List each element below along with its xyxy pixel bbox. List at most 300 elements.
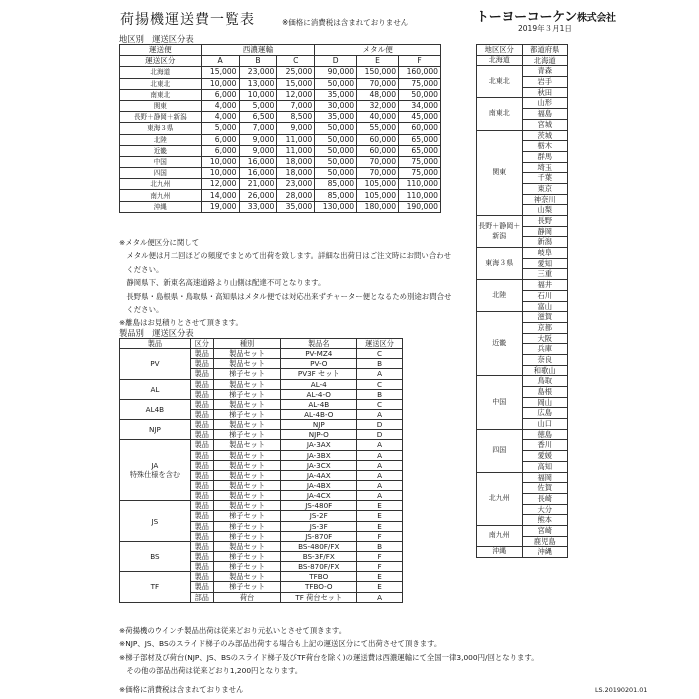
prefecture: 和歌山 bbox=[522, 365, 568, 376]
region-group: 北陸 bbox=[477, 280, 523, 312]
prefecture: 愛知 bbox=[522, 258, 568, 269]
product-name: JS-3F bbox=[281, 521, 357, 531]
column-header: 種別 bbox=[213, 339, 281, 349]
category: 製品 bbox=[190, 369, 213, 379]
rate-value: 50,000 bbox=[315, 123, 357, 134]
product-group bbox=[120, 420, 191, 440]
company-suffix: 株式会社 bbox=[576, 13, 616, 24]
category: 製品 bbox=[190, 531, 213, 541]
table-row bbox=[120, 190, 441, 201]
type: 製品セット bbox=[213, 541, 281, 551]
note-line: ※メタル便区分に関して bbox=[119, 238, 200, 247]
shipping-class: A bbox=[357, 369, 403, 379]
column-header: 都道府県 bbox=[522, 45, 568, 56]
rate-value: 34,000 bbox=[399, 100, 441, 111]
rate-value: 50,000 bbox=[315, 168, 357, 179]
rate-value: 23,000 bbox=[239, 67, 277, 78]
note-line: ください。 bbox=[119, 305, 164, 315]
rate-value: 70,000 bbox=[357, 168, 399, 179]
product-name: JA-3BX bbox=[281, 450, 357, 460]
prefecture: 鳥取 bbox=[522, 376, 568, 387]
table-row bbox=[477, 280, 568, 291]
product-name: JA-3AX bbox=[281, 440, 357, 450]
prefecture: 山形 bbox=[522, 98, 568, 109]
product-group-sub: 特殊仕様を含む bbox=[129, 470, 181, 480]
prefecture: 福岡 bbox=[522, 472, 568, 483]
region-name: 沖縄 bbox=[120, 201, 202, 212]
table-row bbox=[120, 572, 403, 582]
shipping-class: E bbox=[357, 501, 403, 511]
type: 製品セット bbox=[213, 399, 281, 409]
region-name: 長野＋静岡＋新潟 bbox=[120, 112, 202, 123]
rate-value: 19,000 bbox=[201, 201, 239, 212]
category: 製品 bbox=[190, 562, 213, 572]
prefecture: 福井 bbox=[522, 280, 568, 291]
note-line: メタル便は月二回ほどの頻度でまとめて出荷を致します。詳細な出荷日はご注文時にお問い合わせ bbox=[119, 251, 451, 261]
rate-value: 4,000 bbox=[201, 112, 239, 123]
shipping-class: A bbox=[357, 470, 403, 480]
note-line: ください。 bbox=[119, 264, 164, 274]
rate-value: 6,500 bbox=[239, 112, 277, 123]
metal-notes bbox=[119, 236, 469, 330]
note-line: ※梯子部材及び荷台(NJP、JS、BSのスライド梯子及びTF荷台を除く)の運送費は西濃運輸にて全国一律3,000円/回となります。 bbox=[119, 652, 539, 662]
shipping-class: F bbox=[357, 562, 403, 572]
prefecture: 広島 bbox=[522, 408, 568, 419]
rate-value: 9,000 bbox=[277, 123, 315, 134]
company-name: トーヨーコーケン bbox=[476, 10, 577, 25]
prefecture: 福島 bbox=[522, 109, 568, 120]
category: 製品 bbox=[190, 430, 213, 440]
table-row bbox=[120, 440, 403, 450]
region-name: 南東北 bbox=[120, 89, 202, 100]
shipping-class: C bbox=[357, 349, 403, 359]
rate-value: 16,000 bbox=[239, 168, 277, 179]
category: 製品 bbox=[190, 460, 213, 470]
product-name: JS-2F bbox=[281, 511, 357, 521]
type: 梯子セット bbox=[213, 409, 281, 419]
product-name: JS-870F bbox=[281, 531, 357, 541]
rate-value: 18,000 bbox=[277, 168, 315, 179]
shipping-class: A bbox=[357, 409, 403, 419]
prefecture: 石川 bbox=[522, 290, 568, 301]
table-row bbox=[120, 145, 441, 156]
category: 製品 bbox=[190, 511, 213, 521]
product-name: BS-3F/FX bbox=[281, 551, 357, 561]
table-row bbox=[120, 379, 403, 389]
region-name: 四国 bbox=[120, 168, 202, 179]
table-row bbox=[120, 349, 403, 359]
region-name: 東海３県 bbox=[120, 123, 202, 134]
shipping-class: A bbox=[357, 440, 403, 450]
table-row bbox=[120, 134, 441, 145]
type: 梯子セット bbox=[213, 430, 281, 440]
rate-value: 9,000 bbox=[239, 145, 277, 156]
type: 梯子セット bbox=[213, 551, 281, 561]
region-group: 東海３県 bbox=[477, 248, 523, 280]
page-title: 荷揚機運送費一覧表 bbox=[120, 12, 255, 28]
table-row bbox=[477, 66, 568, 77]
region-group: 長野＋静岡＋新潟 bbox=[477, 216, 523, 248]
table-row bbox=[477, 55, 568, 66]
type: 製品セット bbox=[213, 349, 281, 359]
product-group bbox=[120, 379, 191, 399]
prefecture: 静岡 bbox=[522, 226, 568, 237]
product-group-name: AL4B bbox=[145, 404, 165, 414]
rate-value: 75,000 bbox=[399, 156, 441, 167]
region-name: 北陸 bbox=[120, 134, 202, 145]
prefecture: 栃木 bbox=[522, 141, 568, 152]
category: 製品 bbox=[190, 379, 213, 389]
prefecture: 三重 bbox=[522, 269, 568, 280]
rate-value: 28,000 bbox=[277, 190, 315, 201]
region-group: 北海道 bbox=[477, 55, 523, 66]
category: 製品 bbox=[190, 470, 213, 480]
rate-value: 130,000 bbox=[315, 201, 357, 212]
tax-note-top: ※価格に消費税は含まれておりません bbox=[282, 18, 409, 27]
rate-value: 60,000 bbox=[357, 134, 399, 145]
prefecture: 香川 bbox=[522, 440, 568, 451]
rate-value: 75,000 bbox=[399, 78, 441, 89]
prefecture: 熊本 bbox=[522, 515, 568, 526]
prefecture: 宮城 bbox=[522, 119, 568, 130]
note-line: ※荷揚機のウインチ製品出荷は従来どおり元払いとさせて頂きます。 bbox=[119, 626, 347, 635]
product-name: TF 荷台セット bbox=[281, 592, 357, 602]
product-name: JA-4AX bbox=[281, 470, 357, 480]
rate-value: 14,000 bbox=[201, 190, 239, 201]
prefecture: 茨城 bbox=[522, 130, 568, 141]
product-group bbox=[120, 440, 191, 501]
table-row bbox=[120, 78, 441, 89]
product-group-name: PV bbox=[150, 359, 160, 369]
rate-table bbox=[119, 44, 441, 213]
rate-value: 10,000 bbox=[201, 156, 239, 167]
region-name: 近畿 bbox=[120, 145, 202, 156]
prefecture: 滋賀 bbox=[522, 312, 568, 323]
rate-value: 6,000 bbox=[201, 145, 239, 156]
category: 製品 bbox=[190, 440, 213, 450]
rate-value: 5,000 bbox=[201, 123, 239, 134]
shipping-class: B bbox=[357, 389, 403, 399]
type: 梯子セット bbox=[213, 521, 281, 531]
prefecture: 千葉 bbox=[522, 173, 568, 184]
table-row bbox=[120, 168, 441, 179]
prefecture: 鹿児島 bbox=[522, 536, 568, 547]
table-row bbox=[120, 201, 441, 212]
rate-value: 105,000 bbox=[357, 190, 399, 201]
rate-value: 90,000 bbox=[315, 67, 357, 78]
rate-value: 8,500 bbox=[277, 112, 315, 123]
rate-value: 160,000 bbox=[399, 67, 441, 78]
rate-value: 30,000 bbox=[315, 100, 357, 111]
product-group bbox=[120, 572, 191, 602]
product-group-name: TF bbox=[150, 582, 160, 592]
table-row bbox=[477, 98, 568, 109]
shipping-class: C bbox=[357, 379, 403, 389]
prefecture: 山口 bbox=[522, 419, 568, 430]
table-row bbox=[120, 156, 441, 167]
product-group bbox=[120, 541, 191, 571]
rate-value: 12,000 bbox=[201, 179, 239, 190]
region-group: 近畿 bbox=[477, 312, 523, 376]
category: 製品 bbox=[190, 420, 213, 430]
prefecture: 愛媛 bbox=[522, 451, 568, 462]
type: 製品セット bbox=[213, 450, 281, 460]
rate-value: 60,000 bbox=[357, 145, 399, 156]
metal-header: メタル便 bbox=[315, 45, 441, 56]
type: 梯子セット bbox=[213, 511, 281, 521]
rate-value: 50,000 bbox=[315, 78, 357, 89]
issue-date: 2019年３月1日 bbox=[518, 24, 572, 33]
prefecture: 秋田 bbox=[522, 87, 568, 98]
shipping-class: A bbox=[357, 491, 403, 501]
rate-value: 9,000 bbox=[239, 134, 277, 145]
prefecture: 兵庫 bbox=[522, 344, 568, 355]
rate-value: 35,000 bbox=[315, 112, 357, 123]
rate-value: 12,000 bbox=[277, 89, 315, 100]
rate-value: 60,000 bbox=[399, 123, 441, 134]
region-group: 南九州 bbox=[477, 525, 523, 546]
shipping-class: A bbox=[357, 450, 403, 460]
region-group: 沖縄 bbox=[477, 547, 523, 558]
rate-value: 10,000 bbox=[201, 168, 239, 179]
table-row bbox=[120, 501, 403, 511]
table-row bbox=[120, 541, 403, 551]
rate-value: 70,000 bbox=[357, 78, 399, 89]
product-section-label: 製品別 運送区分表 bbox=[119, 328, 194, 338]
product-group-name: JA bbox=[151, 461, 159, 471]
prefecture: 新潟 bbox=[522, 237, 568, 248]
prefecture: 富山 bbox=[522, 301, 568, 312]
type: 製品セット bbox=[213, 572, 281, 582]
rate-value: 105,000 bbox=[357, 179, 399, 190]
product-table bbox=[119, 338, 403, 603]
category: 製品 bbox=[190, 389, 213, 399]
table-row bbox=[120, 89, 441, 100]
product-group-name: JS bbox=[151, 516, 159, 526]
category: 製品 bbox=[190, 359, 213, 369]
table-row bbox=[120, 179, 441, 190]
region-name: 北海道 bbox=[120, 67, 202, 78]
table-row bbox=[477, 429, 568, 440]
type: 製品セット bbox=[213, 379, 281, 389]
column-header: 区分 bbox=[190, 339, 213, 349]
shipping-class: D bbox=[357, 430, 403, 440]
product-group-name: AL bbox=[150, 384, 160, 394]
category: 製品 bbox=[190, 491, 213, 501]
rate-value: 26,000 bbox=[239, 190, 277, 201]
rate-value: 35,000 bbox=[315, 89, 357, 100]
product-name: AL-4B-O bbox=[281, 409, 357, 419]
product-name: JA-4CX bbox=[281, 491, 357, 501]
prefecture: 大阪 bbox=[522, 333, 568, 344]
product-name: AL-4-O bbox=[281, 389, 357, 399]
region-group: 中国 bbox=[477, 376, 523, 429]
class-header: F bbox=[399, 56, 441, 67]
category: 製品 bbox=[190, 450, 213, 460]
prefecture: 岩手 bbox=[522, 77, 568, 88]
region-group: 北九州 bbox=[477, 472, 523, 525]
prefecture: 岐阜 bbox=[522, 248, 568, 259]
region-name: 北東北 bbox=[120, 78, 202, 89]
prefecture: 山梨 bbox=[522, 205, 568, 216]
rate-value: 7,000 bbox=[239, 123, 277, 134]
shipping-class: B bbox=[357, 541, 403, 551]
column-header: 運送区分 bbox=[357, 339, 403, 349]
table-row bbox=[120, 420, 403, 430]
rate-value: 4,000 bbox=[201, 100, 239, 111]
rate-value: 6,000 bbox=[201, 134, 239, 145]
rate-value: 50,000 bbox=[399, 89, 441, 100]
table-row bbox=[120, 112, 441, 123]
table-row bbox=[477, 216, 568, 227]
rate-value: 65,000 bbox=[399, 134, 441, 145]
rate-value: 50,000 bbox=[315, 145, 357, 156]
type: 製品セット bbox=[213, 420, 281, 430]
rate-value: 48,000 bbox=[357, 89, 399, 100]
shipping-class: A bbox=[357, 460, 403, 470]
shipping-class: E bbox=[357, 582, 403, 592]
prefecture: 埼玉 bbox=[522, 162, 568, 173]
product-name: PV-O bbox=[281, 359, 357, 369]
note-line: 静岡県下、新東名高速道路より山側は配達不可となります。 bbox=[119, 278, 326, 288]
category: 製品 bbox=[190, 409, 213, 419]
shipping-class: F bbox=[357, 551, 403, 561]
table-row bbox=[477, 376, 568, 387]
table-row bbox=[120, 123, 441, 134]
rate-header-row bbox=[120, 45, 441, 56]
shipping-class: F bbox=[357, 531, 403, 541]
region-name: 中国 bbox=[120, 156, 202, 167]
class-header: 運送区分 bbox=[120, 56, 202, 67]
carrier-header: 運送便 bbox=[120, 45, 202, 56]
table-row bbox=[120, 100, 441, 111]
rate-value: 40,000 bbox=[357, 112, 399, 123]
note-line: ※離島はお見積りとさせて頂きます。 bbox=[119, 318, 243, 328]
type: 製品セット bbox=[213, 460, 281, 470]
rate-value: 110,000 bbox=[399, 179, 441, 190]
prefecture: 長崎 bbox=[522, 493, 568, 504]
rate-value: 15,000 bbox=[201, 67, 239, 78]
rate-value: 18,000 bbox=[277, 156, 315, 167]
prefecture: 京都 bbox=[522, 322, 568, 333]
product-name: BS-870F/FX bbox=[281, 562, 357, 572]
region-group: 北東北 bbox=[477, 66, 523, 98]
category: 製品 bbox=[190, 551, 213, 561]
rate-value: 50,000 bbox=[315, 134, 357, 145]
rate-value: 85,000 bbox=[315, 179, 357, 190]
prefecture: 北海道 bbox=[522, 55, 568, 66]
prefecture: 佐賀 bbox=[522, 483, 568, 494]
shipping-class: E bbox=[357, 572, 403, 582]
shipping-class: C bbox=[357, 399, 403, 409]
class-header: E bbox=[357, 56, 399, 67]
prefecture: 徳島 bbox=[522, 429, 568, 440]
prefecture: 岡山 bbox=[522, 397, 568, 408]
rate-value: 11,000 bbox=[277, 145, 315, 156]
document-code: LS.20190201.01 bbox=[595, 686, 648, 694]
prefecture: 沖縄 bbox=[522, 547, 568, 558]
region-header-row bbox=[477, 45, 568, 56]
rate-value: 7,000 bbox=[277, 100, 315, 111]
product-group bbox=[120, 399, 191, 419]
category: 製品 bbox=[190, 501, 213, 511]
column-header: 地区区分 bbox=[477, 45, 523, 56]
rate-value: 6,000 bbox=[201, 89, 239, 100]
shipping-class: A bbox=[357, 480, 403, 490]
product-group bbox=[120, 349, 191, 379]
table-row bbox=[477, 130, 568, 141]
product-group bbox=[120, 501, 191, 542]
type: 梯子セット bbox=[213, 562, 281, 572]
product-name: JA-3CX bbox=[281, 460, 357, 470]
prefecture: 長野 bbox=[522, 216, 568, 227]
product-name: NJP-O bbox=[281, 430, 357, 440]
product-name: PV3F セット bbox=[281, 369, 357, 379]
rate-value: 10,000 bbox=[201, 78, 239, 89]
rate-value: 75,000 bbox=[399, 168, 441, 179]
note-line: その他の部品出荷は従来どおり1,200円となります。 bbox=[119, 666, 303, 676]
rate-value: 50,000 bbox=[315, 156, 357, 167]
type: 製品セット bbox=[213, 440, 281, 450]
column-header: 製品 bbox=[120, 339, 191, 349]
prefecture: 神奈川 bbox=[522, 194, 568, 205]
table-row bbox=[477, 547, 568, 558]
category: 製品 bbox=[190, 480, 213, 490]
rate-value: 55,000 bbox=[357, 123, 399, 134]
table-row bbox=[477, 525, 568, 536]
product-name: AL-4 bbox=[281, 379, 357, 389]
prefecture: 島根 bbox=[522, 387, 568, 398]
category: 製品 bbox=[190, 349, 213, 359]
shipping-class: A bbox=[357, 592, 403, 602]
class-header: A bbox=[201, 56, 239, 67]
category: 部品 bbox=[190, 592, 213, 602]
type: 製品セット bbox=[213, 470, 281, 480]
rate-value: 16,000 bbox=[239, 156, 277, 167]
column-header: 製品名 bbox=[281, 339, 357, 349]
product-header-row bbox=[120, 339, 403, 349]
type: 荷台 bbox=[213, 592, 281, 602]
region-table bbox=[476, 44, 568, 558]
type: 製品セット bbox=[213, 480, 281, 490]
rate-value: 45,000 bbox=[399, 112, 441, 123]
prefecture: 群馬 bbox=[522, 151, 568, 162]
seino-header: 西濃運輸 bbox=[201, 45, 315, 56]
rate-value: 180,000 bbox=[357, 201, 399, 212]
product-group-name: NJP bbox=[148, 425, 161, 435]
prefecture: 宮崎 bbox=[522, 525, 568, 536]
bottom-notes bbox=[119, 624, 589, 678]
region-group: 南東北 bbox=[477, 98, 523, 130]
rate-class-row bbox=[120, 56, 441, 67]
class-header: C bbox=[277, 56, 315, 67]
prefecture: 青森 bbox=[522, 66, 568, 77]
rate-value: 32,000 bbox=[357, 100, 399, 111]
prefecture: 大分 bbox=[522, 504, 568, 515]
region-name: 関東 bbox=[120, 100, 202, 111]
region-name: 南九州 bbox=[120, 190, 202, 201]
class-header: D bbox=[315, 56, 357, 67]
rate-value: 65,000 bbox=[399, 145, 441, 156]
table-row bbox=[120, 399, 403, 409]
table-row bbox=[477, 472, 568, 483]
rate-section-label: 地区別 運送区分表 bbox=[119, 34, 194, 44]
type: 梯子セット bbox=[213, 531, 281, 541]
type: 梯子セット bbox=[213, 389, 281, 399]
rate-value: 110,000 bbox=[399, 190, 441, 201]
note-line: 長野県・島根県・鳥取県・高知県はメタル便では対応出来ずチャーター便となるため別途お問合せ bbox=[119, 291, 452, 301]
category: 製品 bbox=[190, 572, 213, 582]
